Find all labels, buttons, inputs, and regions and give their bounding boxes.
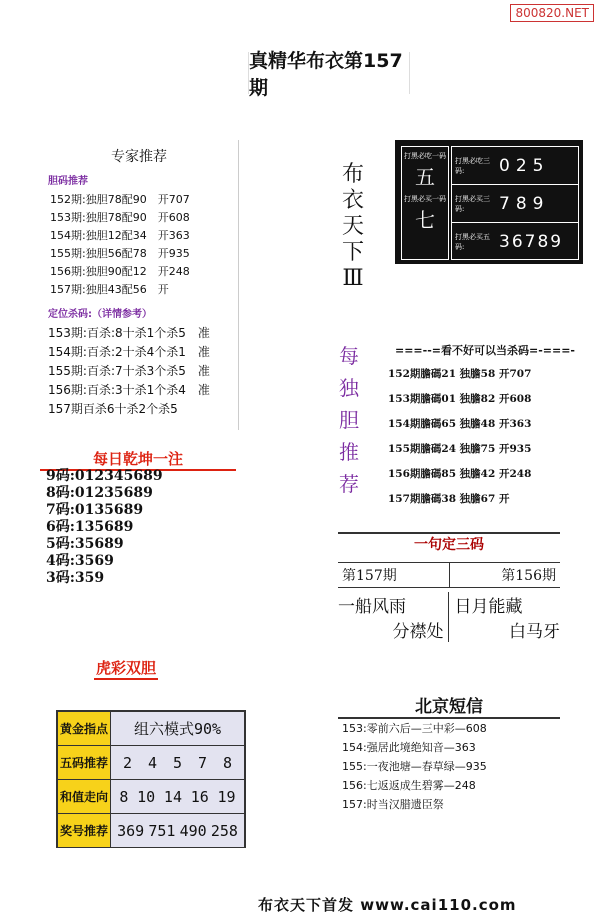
dan-row: 154期:独胆12配34 开363 bbox=[50, 229, 190, 242]
table-label: 奖号推荐 bbox=[58, 814, 111, 847]
dan-tag: 胆码推荐 bbox=[48, 176, 88, 187]
daily-code: 7码:0135689 bbox=[46, 502, 144, 518]
table-value: 8 10 14 16 19 bbox=[111, 780, 244, 813]
must-buy-label: 打黑必买一码 bbox=[404, 195, 446, 203]
poem-right-2: 白马牙 bbox=[509, 622, 560, 642]
must-eat-label: 打黑必吃一码 bbox=[404, 152, 446, 160]
list-item: 155期膽碼24 独膽75 开935 bbox=[388, 443, 532, 455]
footer-url: 布衣天下首发 www.cai110.com bbox=[258, 896, 517, 914]
daily-code: 9码:012345689 bbox=[46, 468, 163, 484]
daily-code: 5码:35689 bbox=[46, 536, 124, 552]
buy5-label: 打黑必买五码: bbox=[455, 232, 490, 251]
must-eat-value: 五 bbox=[415, 165, 435, 189]
issue-right: 第156期 bbox=[501, 568, 556, 584]
dan-row: 156期:独胆90配12 开248 bbox=[50, 265, 190, 278]
hucai-title: 虎彩双胆 bbox=[94, 657, 158, 680]
eat3-label: 打黑必吃三码: bbox=[455, 156, 490, 175]
list-item: 154期膽碼65 独膽48 开363 bbox=[388, 418, 532, 430]
table-value: 369 751 490 258 bbox=[111, 814, 244, 847]
black-box-panel bbox=[395, 140, 583, 264]
table-value: 组六模式90% bbox=[111, 712, 244, 745]
buy5-value: 36789 bbox=[499, 231, 564, 252]
daily-codes bbox=[46, 468, 163, 587]
table-label: 五码推荐 bbox=[58, 746, 111, 779]
three-code-panel bbox=[338, 532, 560, 640]
list-item: 154:强居此境绝知音—363 bbox=[342, 741, 476, 754]
issue-left: 第157期 bbox=[338, 563, 450, 587]
expert-panel bbox=[40, 140, 239, 430]
buy3-label: 打黑必买三码: bbox=[455, 194, 490, 213]
list-item: 153:零前六后—三中彩—608 bbox=[342, 722, 487, 735]
sha-row: 157期百杀6十杀2个杀5 bbox=[48, 402, 178, 416]
beijing-title: 北京短信 bbox=[338, 692, 560, 719]
dan-row: 157期:独胆43配56 开 bbox=[50, 283, 169, 296]
sha-tag: 定位杀码:（详情参考） bbox=[48, 309, 152, 320]
vertical-daily-dan: 每 独 胆 推 荐 bbox=[339, 344, 359, 496]
table-row bbox=[58, 712, 244, 746]
table-label: 黄金指点 bbox=[58, 712, 111, 745]
list-item: 153期膽碼01 独膽82 开608 bbox=[388, 393, 532, 405]
list-item: 155:一夜池塘—春草绿—935 bbox=[342, 760, 487, 773]
table-row bbox=[58, 814, 244, 847]
daily-title: 每日乾坤一注 bbox=[40, 448, 236, 471]
goodluck-list bbox=[388, 362, 531, 512]
eat3-value: 025 bbox=[499, 155, 550, 176]
expert-heading: 专家推荐 bbox=[111, 149, 167, 165]
list-item: 156期膽碼85 独膽42 开248 bbox=[388, 468, 532, 480]
goodluck-title: ===--=看不好可以当杀码=-===- bbox=[395, 344, 575, 357]
daily-code: 6码:135689 bbox=[46, 519, 134, 535]
recommend-table bbox=[56, 710, 246, 848]
poem-left-1: 一船风雨 bbox=[338, 597, 406, 617]
list-item: 157期膽碼38 独膽67 开 bbox=[388, 493, 510, 505]
vertical-brand: 布 衣 天 下 Ⅲ bbox=[341, 162, 364, 291]
table-row bbox=[58, 746, 244, 780]
must-buy-value: 七 bbox=[415, 208, 435, 232]
table-label: 和值走向 bbox=[58, 780, 111, 813]
list-item: 157:时当汉腊遗臣祭 bbox=[342, 798, 444, 811]
watermark-badge: 800820.NET bbox=[510, 4, 594, 22]
beijing-sms-panel bbox=[338, 692, 560, 814]
dan-row: 153期:独胆78配90 开608 bbox=[50, 211, 190, 224]
three-code-banner: 一句定三码 bbox=[338, 532, 560, 562]
list-item: 152期膽碼21 独膽58 开707 bbox=[388, 368, 532, 380]
sha-row: 155期:百杀:7十杀3个杀5 准 bbox=[48, 364, 210, 378]
dan-row: 155期:独胆56配78 开935 bbox=[50, 247, 190, 260]
sha-row: 154期:百杀:2十杀4个杀1 准 bbox=[48, 345, 210, 359]
daily-code: 8码:01235689 bbox=[46, 485, 153, 501]
daily-code: 4码:3569 bbox=[46, 553, 114, 569]
table-row bbox=[58, 780, 244, 814]
sha-row: 156期:百杀:3十杀1个杀4 准 bbox=[48, 383, 210, 397]
page-title: 真精华布衣第157期 bbox=[248, 52, 410, 94]
dan-row: 152期:独胆78配90 开707 bbox=[50, 193, 190, 206]
poem-right-1: 日月能藏 bbox=[454, 597, 523, 617]
list-item: 156:七返返成生碧雾—248 bbox=[342, 779, 476, 792]
buy3-value: 789 bbox=[499, 193, 550, 214]
table-value: 2 4 5 7 8 bbox=[111, 746, 244, 779]
poem-left-2: 分襟处 bbox=[392, 622, 444, 642]
daily-code: 3码:359 bbox=[46, 570, 105, 586]
sha-row: 153期:百杀:8十杀1个杀5 准 bbox=[48, 326, 210, 340]
